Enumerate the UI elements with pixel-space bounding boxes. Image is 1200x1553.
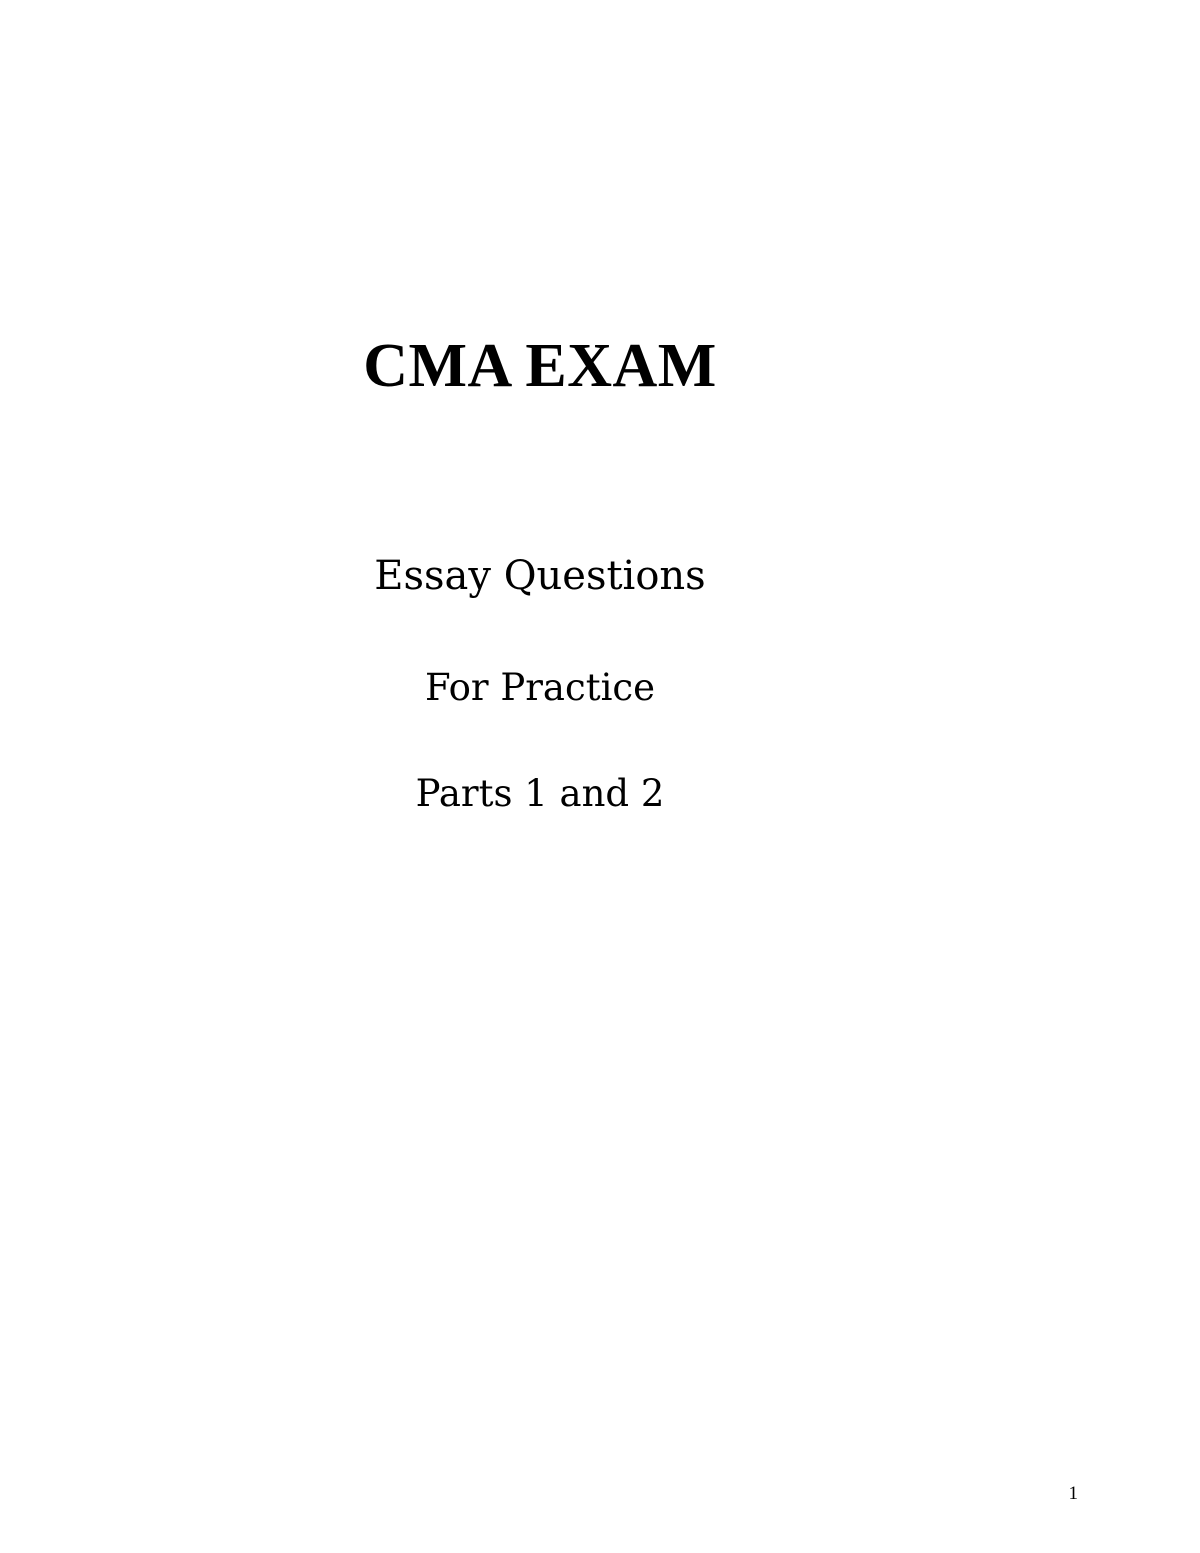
page-title: CMA EXAM [363, 331, 717, 400]
page-number: 1 [1068, 1483, 1078, 1504]
title-block [0, 552, 1200, 817]
subtitle-parts: Parts 1 and 2 [415, 772, 665, 816]
subtitle-for-practice: For Practice [424, 666, 656, 709]
subtitle-essay-questions: Essay Questions [374, 553, 706, 599]
